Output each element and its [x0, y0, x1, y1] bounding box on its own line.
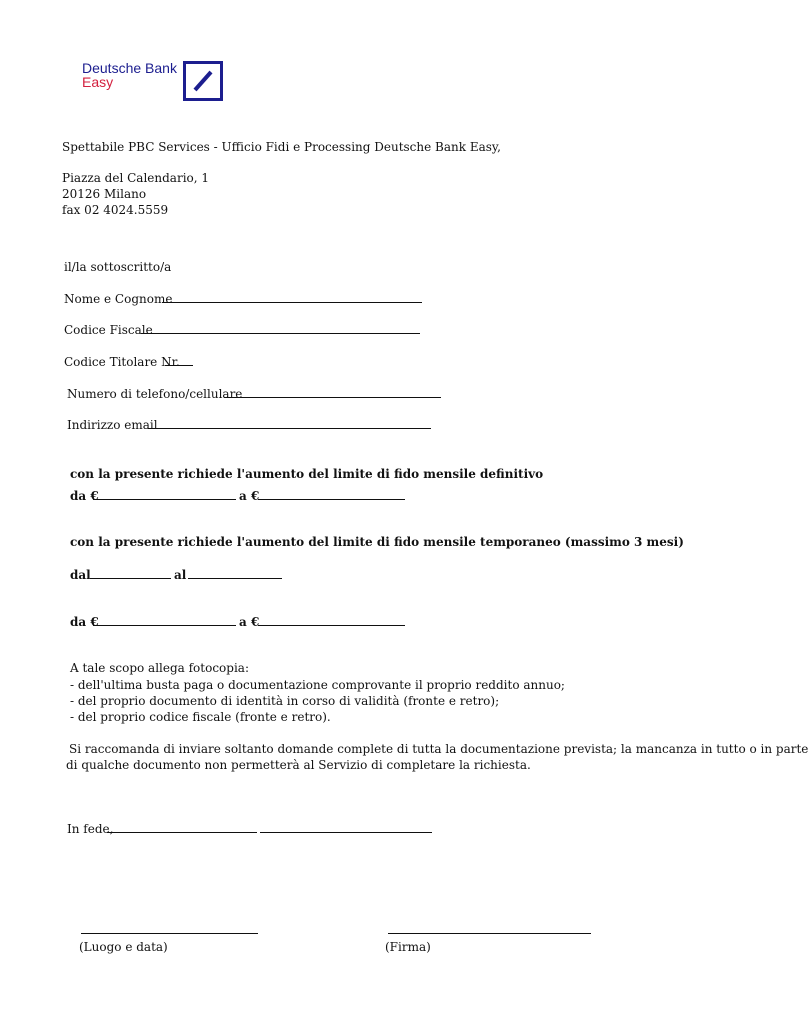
in-fede-field-line-1[interactable] [107, 832, 257, 833]
logo-name: Deutsche Bank [82, 60, 177, 76]
notice-line-2: di qualche documento non permetterà al Servizio di completare la richiesta. [66, 758, 531, 772]
deutsche-bank-slash-logo-icon [183, 61, 223, 101]
place-date-field-line[interactable] [81, 933, 258, 934]
in-fede-field-line-2[interactable] [260, 832, 432, 833]
temporary-date-from-label: dal [70, 568, 91, 582]
logo-subname: Easy [82, 74, 114, 90]
temporary-from-label: da € [70, 615, 99, 629]
definitive-from-label: da € [70, 489, 99, 503]
intro-text: il/la sottoscritto/a [64, 260, 172, 274]
signature-caption: (Firma) [385, 940, 431, 954]
email-field-line[interactable] [148, 428, 431, 429]
recipient-address-street: Piazza del Calendario, 1 [62, 171, 210, 185]
in-fede-label: In fede, [67, 822, 114, 836]
attachment-item: - dell'ultima busta paga o documentazione comprovante il proprio reddito annuo; [70, 678, 565, 692]
attachments-intro: A tale scopo allega fotocopia: [70, 661, 249, 675]
attachment-item: - del proprio codice fiscale (fronte e retro). [70, 710, 331, 724]
temporary-date-from-field-line[interactable] [90, 578, 171, 579]
holder-code-field-line[interactable] [165, 365, 193, 366]
temporary-date-to-label: al [174, 568, 187, 582]
tax-code-label: Codice Fiscale [64, 323, 153, 337]
name-field-line[interactable] [162, 302, 422, 303]
notice-line-1: Si raccomanda di inviare soltanto domande complete di tutta la documentazione prevista; la mancanza in tutto o in parte [69, 742, 808, 756]
phone-label: Numero di telefono/cellulare [67, 387, 243, 401]
phone-field-line[interactable] [224, 397, 441, 398]
tax-code-field-line[interactable] [141, 333, 420, 334]
signature-field-line[interactable] [388, 933, 591, 934]
temporary-heading: con la presente richiede l'aumento del limite di fido mensile temporaneo (massimo 3 mesi) [70, 535, 684, 549]
temporary-date-to-field-line[interactable] [188, 578, 282, 579]
definitive-to-field-line[interactable] [258, 499, 405, 500]
place-date-caption: (Luogo e data) [79, 940, 168, 954]
attachment-item: - del proprio documento di identità in corso di validità (fronte e retro); [70, 694, 500, 708]
holder-code-label: Codice Titolare Nr. [64, 355, 180, 369]
definitive-to-label: a € [239, 489, 260, 503]
recipient-address-city: 20126 Milano [62, 187, 147, 201]
name-label: Nome e Cognome [64, 292, 173, 306]
definitive-from-field-line[interactable] [93, 499, 236, 500]
email-label: Indirizzo email [67, 418, 158, 432]
recipient-fax: fax 02 4024.5559 [62, 203, 169, 217]
temporary-to-label: a € [239, 615, 260, 629]
temporary-to-field-line[interactable] [258, 625, 405, 626]
temporary-from-field-line[interactable] [93, 625, 236, 626]
definitive-heading: con la presente richiede l'aumento del limite di fido mensile definitivo [70, 467, 544, 481]
recipient-line: Spettabile PBC Services - Ufficio Fidi e Processing Deutsche Bank Easy, [62, 140, 501, 154]
